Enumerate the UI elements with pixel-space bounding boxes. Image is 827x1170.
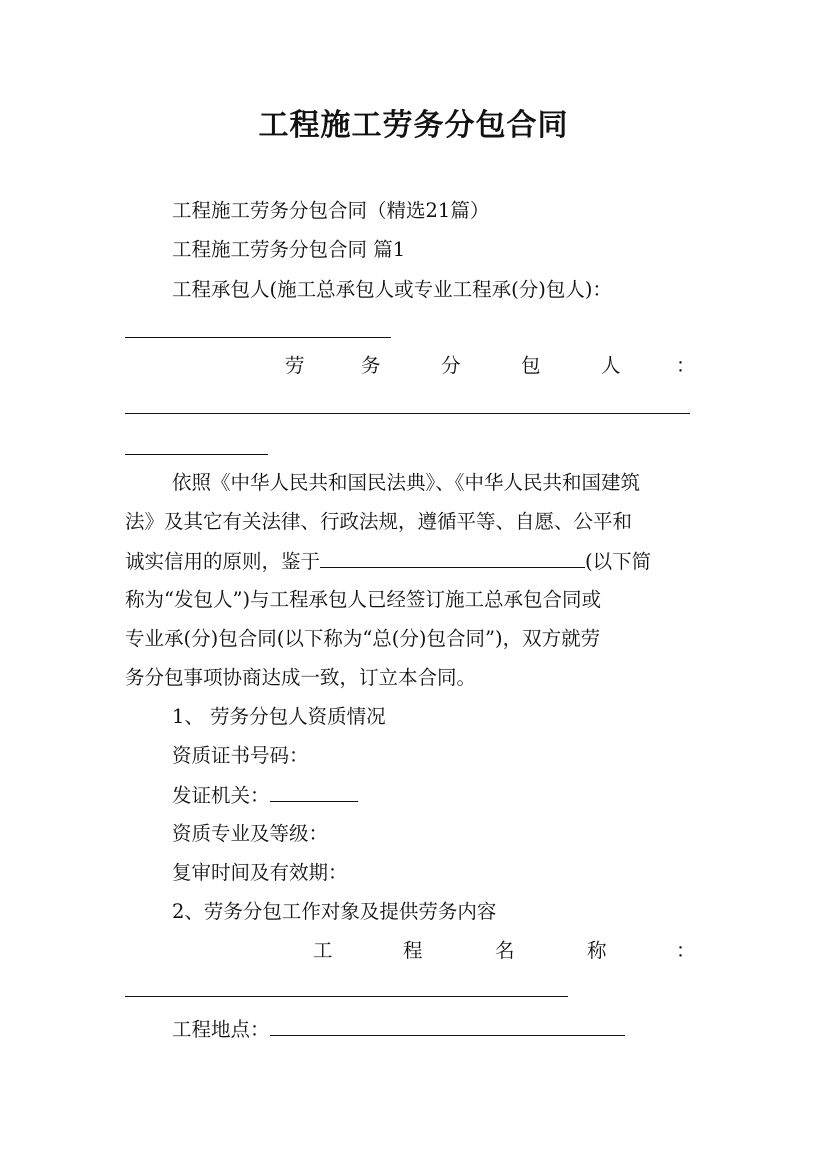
paragraph-line: 专业承(分)包合同(以下称为“总(分)包合同”)，双方就劳 bbox=[125, 627, 601, 650]
subcontractor-label bbox=[125, 352, 696, 380]
item-1-heading: 1、 劳务分包人资质情况 bbox=[172, 705, 386, 728]
paragraph-text: 诚实信用的原则，鉴于 bbox=[125, 550, 321, 573]
paragraph-line: 法》及其它有关法律、行政法规，遵循平等、自愿、公平和 bbox=[125, 510, 633, 533]
paragraph-text: (以下简 bbox=[585, 550, 652, 573]
subcontractor-char: 分 bbox=[441, 354, 461, 377]
paragraph-line: 依照《中华人民共和国民法典》、《中华人民共和国建筑 bbox=[172, 471, 641, 494]
project-name-char: ： bbox=[676, 939, 696, 962]
subcontractor-blank-line-1 bbox=[125, 413, 690, 414]
project-name-char: 程 bbox=[403, 939, 423, 962]
document-title: 工程施工劳务分包合同 bbox=[258, 108, 569, 143]
project-name-char: 名 bbox=[495, 939, 515, 962]
section-heading: 工程施工劳务分包合同 篇1 bbox=[172, 238, 406, 261]
project-location-blank-line bbox=[270, 1015, 625, 1036]
project-name-char: 称 bbox=[587, 939, 607, 962]
developer-blank-line bbox=[320, 547, 585, 568]
cert-number-label: 资质证书号码： bbox=[172, 744, 309, 767]
review-label: 复审时间及有效期： bbox=[172, 861, 348, 884]
project-location-label: 工程地点： bbox=[172, 1018, 270, 1041]
project-name-char: 工 bbox=[313, 939, 333, 962]
subcontractor-char: 包 bbox=[521, 354, 541, 377]
issuer-label: 发证机关： bbox=[172, 784, 270, 807]
subcontractor-char: 务 bbox=[361, 354, 381, 377]
document-subtitle: 工程施工劳务分包合同（精选21篇） bbox=[172, 199, 490, 222]
project-name-blank-line bbox=[125, 996, 568, 997]
issuer-blank-line bbox=[270, 781, 358, 802]
subcontractor-char: 劳 bbox=[285, 354, 305, 377]
subcontractor-char: ： bbox=[676, 354, 696, 377]
subcontractor-char: 人 bbox=[601, 354, 621, 377]
project-name-label bbox=[125, 937, 696, 965]
project-location-line bbox=[172, 1015, 625, 1044]
paragraph-line: 务分包事项协商达成一致，订立本合同。 bbox=[125, 666, 477, 689]
paragraph-line: 称为“发包人”)与工程承包人已经签订施工总承包合同或 bbox=[125, 588, 602, 611]
qualification-label: 资质专业及等级： bbox=[172, 822, 329, 845]
issuer-line bbox=[172, 781, 358, 810]
subcontractor-blank-line-2 bbox=[125, 454, 268, 455]
contractor-label: 工程承包人(施工总承包人或专业工程承(分)包人)： bbox=[172, 278, 612, 301]
item-2-heading: 2、劳务分包工作对象及提供劳务内容 bbox=[172, 900, 497, 923]
contractor-blank-line bbox=[125, 337, 391, 338]
paragraph-line bbox=[125, 547, 651, 576]
